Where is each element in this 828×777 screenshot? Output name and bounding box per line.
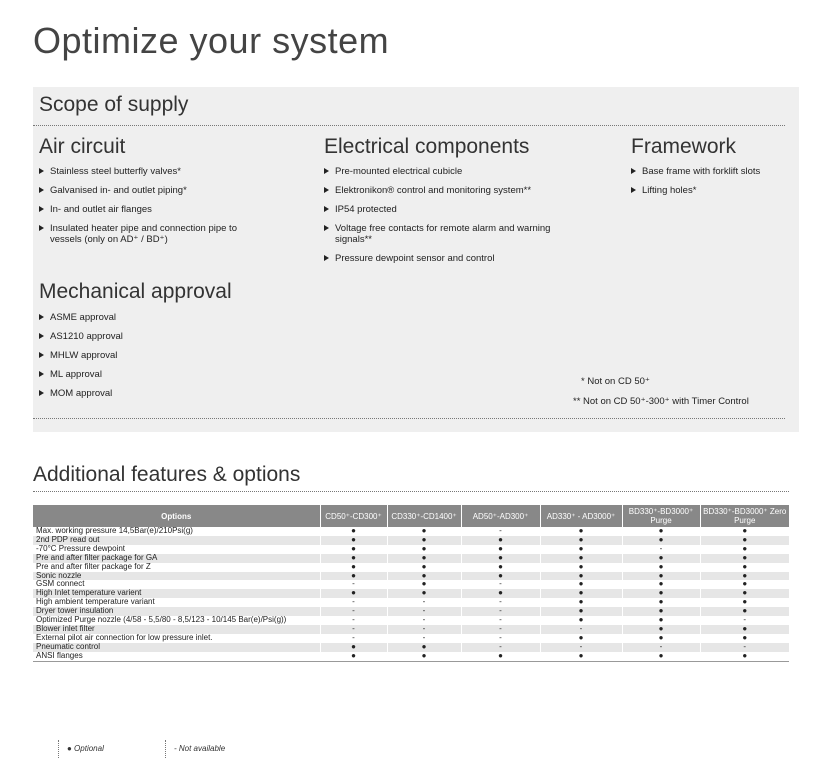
availability-cell: ● xyxy=(700,634,789,643)
availability-cell: ● xyxy=(622,572,700,581)
availability-cell: ● xyxy=(461,554,540,563)
availability-cell: ● xyxy=(700,580,789,589)
availability-cell: ● xyxy=(622,652,700,661)
availability-cell: ● xyxy=(320,527,387,536)
availability-cell: ● xyxy=(540,616,622,625)
list-item: ML approval xyxy=(39,369,239,380)
column-header: Options xyxy=(33,505,320,527)
footnote: ** Not on CD 50⁺-300⁺ with Timer Control xyxy=(573,396,749,407)
list-item: ASME approval xyxy=(39,312,239,323)
option-label: 2nd PDP read out xyxy=(33,536,320,545)
availability-cell: ● xyxy=(461,589,540,598)
availability-cell: ● xyxy=(540,580,622,589)
framework-title: Framework xyxy=(631,135,737,158)
column-header: AD50⁺-AD300⁺ xyxy=(461,505,540,527)
option-label: Optimized Purge nozzle (4/58 - 5,5/80 - 8,5/123 - 10/145 Bar(e)/Psi(g)) xyxy=(33,616,320,625)
availability-cell: ● xyxy=(700,554,789,563)
availability-cell: - xyxy=(622,643,700,652)
availability-cell: ● xyxy=(622,527,700,536)
divider xyxy=(33,418,785,419)
table-row xyxy=(33,616,789,625)
availability-cell: ● xyxy=(320,643,387,652)
availability-cell: ● xyxy=(387,643,461,652)
availability-cell: - xyxy=(387,616,461,625)
availability-cell: - xyxy=(540,643,622,652)
table-row xyxy=(33,643,789,652)
availability-cell: ● xyxy=(540,536,622,545)
table-row xyxy=(33,580,789,589)
legend-optional: ● Optional xyxy=(58,740,104,758)
availability-cell: - xyxy=(461,634,540,643)
availability-cell: ● xyxy=(622,536,700,545)
availability-cell: - xyxy=(320,598,387,607)
list-item: MHLW approval xyxy=(39,350,239,361)
availability-cell: - xyxy=(387,607,461,616)
availability-cell: - xyxy=(320,580,387,589)
option-label: Pre and after filter package for Z xyxy=(33,563,320,572)
list-item: MOM approval xyxy=(39,388,239,399)
availability-cell: - xyxy=(461,598,540,607)
option-label: Dryer tower insulation xyxy=(33,607,320,616)
availability-cell: ● xyxy=(387,563,461,572)
list-item: IP54 protected xyxy=(324,204,564,215)
availability-cell: ● xyxy=(387,527,461,536)
option-label: High Inlet temperature varient xyxy=(33,589,320,598)
table-row xyxy=(33,536,789,545)
footnote: * Not on CD 50⁺ xyxy=(581,376,650,387)
availability-cell: ● xyxy=(700,572,789,581)
availability-cell: ● xyxy=(320,572,387,581)
table-row xyxy=(33,607,789,616)
table-row xyxy=(33,598,789,607)
list-item: Base frame with forklift slots xyxy=(631,166,796,177)
availability-cell: ● xyxy=(540,545,622,554)
availability-cell: ● xyxy=(700,625,789,634)
scope-of-supply-panel xyxy=(33,87,799,432)
availability-cell: - xyxy=(700,643,789,652)
table-row xyxy=(33,527,789,536)
table-header-row xyxy=(33,505,789,527)
availability-cell: - xyxy=(461,625,540,634)
table-row xyxy=(33,589,789,598)
table-row xyxy=(33,563,789,572)
table-row xyxy=(33,545,789,554)
list-item: Galvanised in- and outlet piping* xyxy=(39,185,269,196)
availability-cell: ● xyxy=(700,527,789,536)
availability-cell: - xyxy=(622,545,700,554)
availability-cell: - xyxy=(387,634,461,643)
option-label: External pilot air connection for low pressure inlet. xyxy=(33,634,320,643)
availability-cell: - xyxy=(320,634,387,643)
divider xyxy=(33,491,789,492)
availability-cell: ● xyxy=(622,634,700,643)
list-item: AS1210 approval xyxy=(39,331,239,342)
availability-cell: ● xyxy=(622,625,700,634)
table-row xyxy=(33,554,789,563)
availability-cell: ● xyxy=(387,589,461,598)
availability-cell: ● xyxy=(540,598,622,607)
table-row xyxy=(33,652,789,661)
availability-cell: ● xyxy=(540,607,622,616)
table-row xyxy=(33,625,789,634)
availability-cell: - xyxy=(461,643,540,652)
availability-cell: ● xyxy=(700,607,789,616)
availability-cell: ● xyxy=(622,554,700,563)
availability-cell: ● xyxy=(700,652,789,661)
legend-not-available: - Not available xyxy=(165,740,225,758)
list-item: Insulated heater pipe and connection pipe to vessels (only on AD⁺ / BD⁺) xyxy=(39,223,269,245)
availability-cell: - xyxy=(540,625,622,634)
availability-cell: ● xyxy=(700,563,789,572)
availability-cell: ● xyxy=(461,652,540,661)
features-title: Additional features & options xyxy=(33,463,301,486)
availability-cell: ● xyxy=(320,554,387,563)
availability-cell: ● xyxy=(622,616,700,625)
availability-cell: ● xyxy=(387,580,461,589)
option-label: Pre and after filter package for GA xyxy=(33,554,320,563)
list-item: Pre-mounted electrical cubicle xyxy=(324,166,564,177)
availability-cell: ● xyxy=(540,652,622,661)
availability-cell: ● xyxy=(387,572,461,581)
option-label: Max. working pressure 14,5Bar(e)/210Psi(g) xyxy=(33,527,320,536)
availability-cell: ● xyxy=(320,536,387,545)
column-header: BD330⁺-BD3000⁺ Purge xyxy=(622,505,700,527)
availability-cell: ● xyxy=(320,545,387,554)
availability-cell: - xyxy=(461,527,540,536)
option-label: High ambient temperature variant xyxy=(33,598,320,607)
availability-cell: - xyxy=(461,616,540,625)
divider xyxy=(33,125,785,126)
availability-cell: - xyxy=(320,616,387,625)
availability-cell: - xyxy=(387,625,461,634)
availability-cell: ● xyxy=(622,589,700,598)
availability-cell: ● xyxy=(700,598,789,607)
availability-cell: ● xyxy=(387,536,461,545)
availability-cell: ● xyxy=(540,554,622,563)
availability-cell: ● xyxy=(461,572,540,581)
column-header: AD330⁺ - AD3000⁺ xyxy=(540,505,622,527)
availability-cell: - xyxy=(700,616,789,625)
availability-cell: ● xyxy=(387,545,461,554)
option-label: GSM connect xyxy=(33,580,320,589)
framework-list xyxy=(631,166,796,204)
availability-cell: ● xyxy=(387,554,461,563)
availability-cell: ● xyxy=(540,563,622,572)
list-item: Voltage free contacts for remote alarm and warning signals** xyxy=(324,223,564,245)
scope-title: Scope of supply xyxy=(39,93,189,116)
mechanical-approval-list xyxy=(39,312,239,407)
option-label: ANSI flanges xyxy=(33,652,320,661)
availability-cell: ● xyxy=(622,563,700,572)
electrical-title: Electrical components xyxy=(324,135,530,158)
availability-cell: ● xyxy=(540,634,622,643)
list-item: Stainless steel butterfly valves* xyxy=(39,166,269,177)
electrical-list xyxy=(324,166,564,272)
list-item: Pressure dewpoint sensor and control xyxy=(324,253,564,264)
table-row xyxy=(33,572,789,581)
air-circuit-title: Air circuit xyxy=(39,135,126,158)
column-header: CD50⁺-CD300⁺ xyxy=(320,505,387,527)
availability-cell: ● xyxy=(622,580,700,589)
availability-cell: ● xyxy=(700,545,789,554)
page-title: Optimize your system xyxy=(33,20,390,61)
option-label: -70°C Pressure dewpoint xyxy=(33,545,320,554)
availability-cell: ● xyxy=(461,545,540,554)
availability-cell: ● xyxy=(461,563,540,572)
availability-cell: ● xyxy=(320,589,387,598)
availability-cell: ● xyxy=(540,589,622,598)
availability-cell: - xyxy=(461,580,540,589)
list-item: In- and outlet air flanges xyxy=(39,204,269,215)
availability-cell: ● xyxy=(540,527,622,536)
availability-cell: ● xyxy=(622,598,700,607)
availability-cell: ● xyxy=(622,607,700,616)
option-label: Blower inlet filter xyxy=(33,625,320,634)
table-row xyxy=(33,634,789,643)
options-table xyxy=(33,505,789,662)
availability-cell: ● xyxy=(540,572,622,581)
list-item: Lifting holes* xyxy=(631,185,796,196)
availability-cell: ● xyxy=(320,652,387,661)
mechanical-approval-title: Mechanical approval xyxy=(39,280,232,303)
availability-cell: - xyxy=(320,607,387,616)
availability-cell: - xyxy=(320,625,387,634)
availability-cell: ● xyxy=(387,652,461,661)
column-header: BD330⁺-BD3000⁺ Zero Purge xyxy=(700,505,789,527)
option-label: Pneumatic control xyxy=(33,643,320,652)
availability-cell: ● xyxy=(461,536,540,545)
list-item: Elektronikon® control and monitoring system** xyxy=(324,185,564,196)
availability-cell: ● xyxy=(320,563,387,572)
availability-cell: - xyxy=(387,598,461,607)
availability-cell: ● xyxy=(700,536,789,545)
availability-cell: ● xyxy=(700,589,789,598)
availability-cell: - xyxy=(461,607,540,616)
air-circuit-list xyxy=(39,166,269,253)
option-label: Sonic nozzle xyxy=(33,572,320,581)
column-header: CD330⁺-CD1400⁺ xyxy=(387,505,461,527)
